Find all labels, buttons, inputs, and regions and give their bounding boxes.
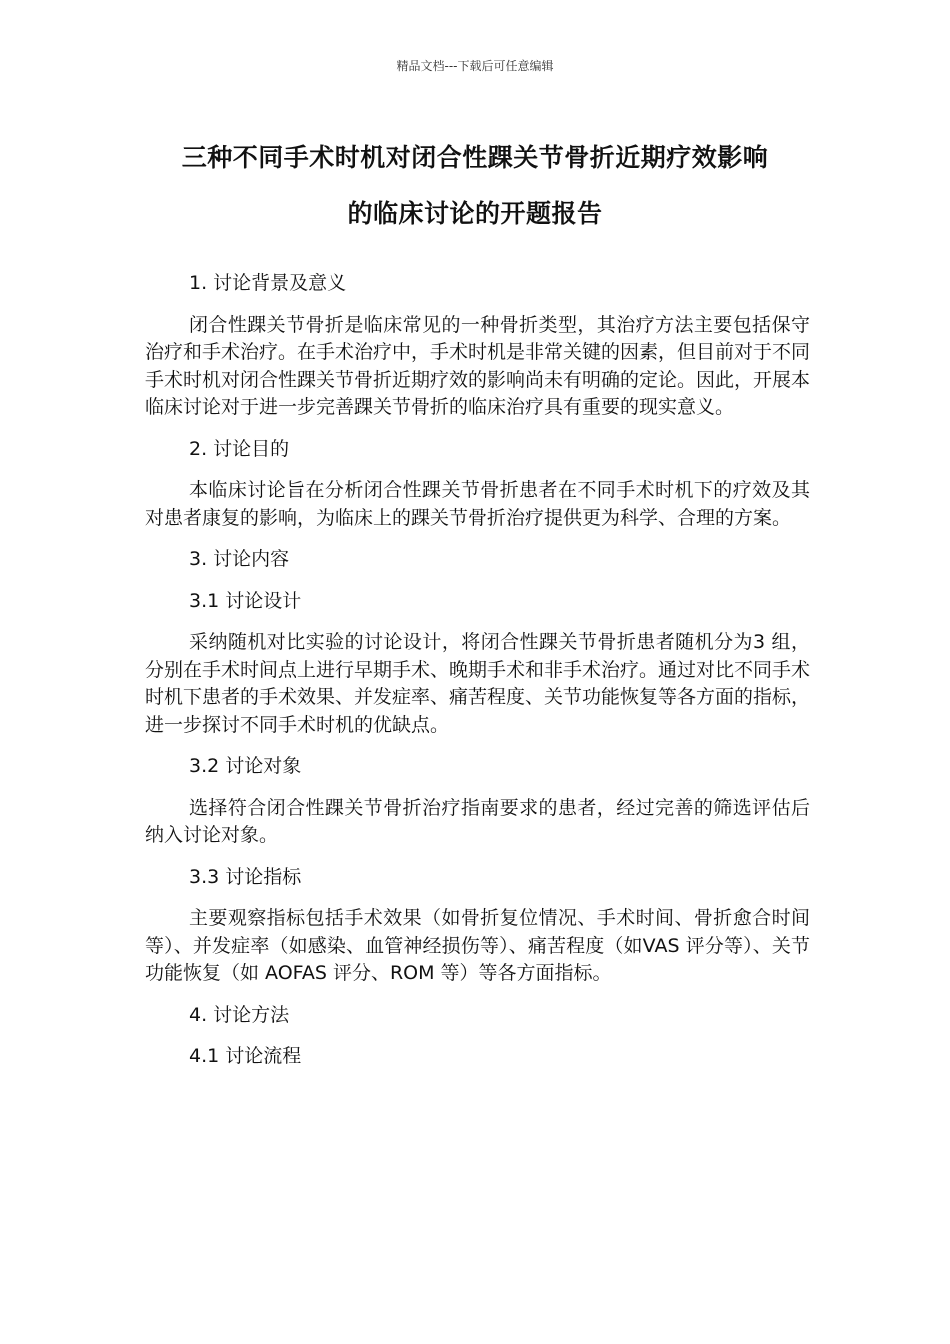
section-heading-3-2: 3.2 讨论对象 [189, 755, 302, 777]
section-paragraph-3-3: 主要观察指标包括手术效果（如骨折复位情况、手术时间、骨折愈合时间等）、并发症率（如感染、血管神经损伤等）、痛苦程度（如VAS 评分等）、关节功能恢复（如 AOFAS 评分、ROM 等）等各方面指标。 [145, 907, 810, 984]
section-paragraph-3-2: 选择符合闭合性踝关节骨折治疗指南要求的患者，经过完善的筛选评估后纳入讨论对象。 [145, 796, 810, 846]
section-heading-2: 2. 讨论目的 [189, 437, 290, 460]
header-note: 精品文档---下载后可任意编辑 [396, 59, 554, 73]
title-line-2: 的临床讨论的开题报告 [347, 199, 603, 228]
document-body [145, 270, 810, 1085]
title-line-1: 三种不同手术时机对闭合性踝关节骨折近期疗效影响 [181, 143, 769, 172]
section-heading-3-3: 3.3 讨论指标 [189, 865, 302, 888]
section-heading-4: 4. 讨论方法 [189, 1003, 290, 1026]
section-heading-4-1: 4.1 讨论流程 [189, 1045, 302, 1067]
document-title [130, 130, 820, 242]
section-heading-1: 1. 讨论背景及意义 [189, 272, 347, 294]
section-paragraph-1: 闭合性踝关节骨折是临床常见的一种骨折类型，其治疗方法主要包括保守治疗和手术治疗。在手术治疗中，手术时机是非常关键的因素，但目前对于不同手术时机对闭合性踝关节骨折近期疗效的影响尚未有明确的定论。因此，开展本临床讨论对于进一步完善踝关节骨折的临床治疗具有重要的现实意义。 [145, 313, 811, 418]
section-paragraph-3-1: 采纳随机对比实验的讨论设计，将闭合性踝关节骨折患者随机分为3 组，分别在手术时间点上进行早期手术、晚期手术和非手术治疗。通过对比不同手术时机下患者的手术效果、并发症率、痛苦程度、关节功能恢复等各方面的指标，进一步探讨不同手术时机的优缺点。 [145, 631, 811, 736]
section-paragraph-2: 本临床讨论旨在分析闭合性踝关节骨折患者在不同手术时机下的疗效及其对患者康复的影响，为临床上的踝关节骨折治疗提供更为科学、合理的方案。 [145, 479, 810, 529]
section-heading-3: 3. 讨论内容 [189, 548, 290, 570]
section-heading-3-1: 3.1 讨论设计 [189, 589, 302, 612]
